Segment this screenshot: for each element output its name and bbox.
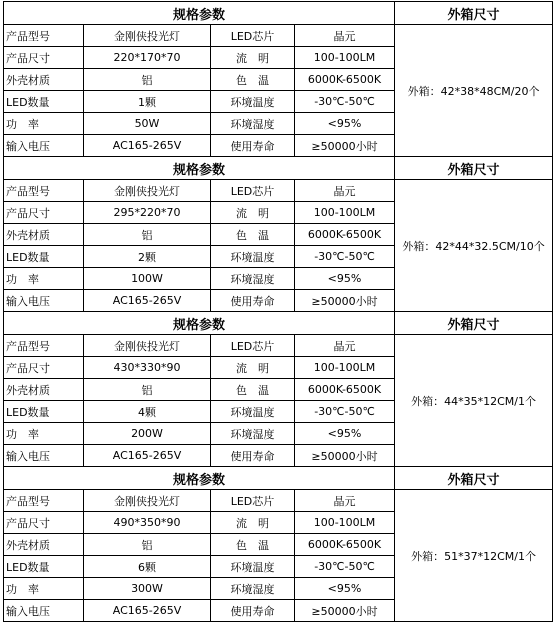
param-value: 100-100LM — [295, 47, 395, 69]
param-value: 100-100LM — [295, 512, 395, 534]
param-value: 晶元 — [295, 180, 395, 202]
param-value: 2颗 — [84, 246, 211, 268]
param-value: 金刚侠投光灯 — [84, 335, 211, 357]
param-label: 外壳材质 — [4, 224, 84, 246]
spec-header: 规格参数 — [4, 157, 395, 180]
section-header-row — [4, 312, 553, 335]
param-label: 输入电压 — [4, 445, 84, 467]
param-label: 流 明 — [211, 47, 295, 69]
param-label: 使用寿命 — [211, 600, 295, 622]
param-label: LED芯片 — [211, 335, 295, 357]
param-value: 100W — [84, 268, 211, 290]
param-label: 使用寿命 — [211, 290, 295, 312]
param-label: 功 率 — [4, 578, 84, 600]
param-value: 金刚侠投光灯 — [84, 490, 211, 512]
param-label: 产品尺寸 — [4, 357, 84, 379]
param-label: 功 率 — [4, 423, 84, 445]
box-size: 外箱：51*37*12CM/1个 — [395, 490, 553, 622]
param-label: 产品尺寸 — [4, 202, 84, 224]
param-label: LED芯片 — [211, 25, 295, 47]
param-value: ≥50000小时 — [295, 135, 395, 157]
table-row — [4, 180, 553, 202]
param-value: 4颗 — [84, 401, 211, 423]
param-value: 晶元 — [295, 25, 395, 47]
param-label: 色 温 — [211, 534, 295, 556]
param-value: <95% — [295, 113, 395, 135]
param-value: 晶元 — [295, 335, 395, 357]
param-label: 外壳材质 — [4, 534, 84, 556]
param-label: LED数量 — [4, 246, 84, 268]
param-value: -30℃-50℃ — [295, 246, 395, 268]
param-label: LED芯片 — [211, 490, 295, 512]
param-value: 6000K-6500K — [295, 69, 395, 91]
box-size: 外箱：44*35*12CM/1个 — [395, 335, 553, 467]
param-label: 产品型号 — [4, 25, 84, 47]
param-value: <95% — [295, 423, 395, 445]
param-label: 流 明 — [211, 512, 295, 534]
spec-header: 规格参数 — [4, 467, 395, 490]
param-value: 金刚侠投光灯 — [84, 180, 211, 202]
param-value: 铝 — [84, 69, 211, 91]
param-value: ≥50000小时 — [295, 600, 395, 622]
param-label: 产品尺寸 — [4, 512, 84, 534]
box-header: 外箱尺寸 — [395, 2, 553, 25]
param-label: 输入电压 — [4, 135, 84, 157]
param-label: 色 温 — [211, 379, 295, 401]
param-label: 产品型号 — [4, 335, 84, 357]
section-header-row — [4, 2, 553, 25]
param-label: 使用寿命 — [211, 135, 295, 157]
param-value: 100-100LM — [295, 202, 395, 224]
param-label: 产品尺寸 — [4, 47, 84, 69]
param-value: 50W — [84, 113, 211, 135]
param-label: 功 率 — [4, 268, 84, 290]
param-value: 100-100LM — [295, 357, 395, 379]
param-value: ≥50000小时 — [295, 290, 395, 312]
box-size: 外箱：42*38*48CM/20个 — [395, 25, 553, 157]
param-label: 外壳材质 — [4, 379, 84, 401]
param-value: ≥50000小时 — [295, 445, 395, 467]
param-value: 金刚侠投光灯 — [84, 25, 211, 47]
param-label: 环境湿度 — [211, 268, 295, 290]
box-header: 外箱尺寸 — [395, 312, 553, 335]
param-value: 295*220*70 — [84, 202, 211, 224]
param-label: 环境湿度 — [211, 113, 295, 135]
param-label: 环境温度 — [211, 246, 295, 268]
param-label: LED芯片 — [211, 180, 295, 202]
box-header: 外箱尺寸 — [395, 467, 553, 490]
param-label: 环境温度 — [211, 556, 295, 578]
section-header-row — [4, 157, 553, 180]
param-label: LED数量 — [4, 401, 84, 423]
param-value: 1颗 — [84, 91, 211, 113]
param-value: 铝 — [84, 379, 211, 401]
spec-table — [3, 1, 553, 622]
param-value: -30℃-50℃ — [295, 401, 395, 423]
section-header-row — [4, 467, 553, 490]
param-label: 流 明 — [211, 357, 295, 379]
param-label: 功 率 — [4, 113, 84, 135]
param-label: 环境湿度 — [211, 423, 295, 445]
table-row — [4, 25, 553, 47]
param-value: -30℃-50℃ — [295, 91, 395, 113]
param-value: 490*350*90 — [84, 512, 211, 534]
param-label: 产品型号 — [4, 490, 84, 512]
param-value: 300W — [84, 578, 211, 600]
box-header: 外箱尺寸 — [395, 157, 553, 180]
spec-header: 规格参数 — [4, 312, 395, 335]
param-value: 铝 — [84, 534, 211, 556]
param-label: 环境湿度 — [211, 578, 295, 600]
param-value: -30℃-50℃ — [295, 556, 395, 578]
param-label: LED数量 — [4, 556, 84, 578]
param-value: 铝 — [84, 224, 211, 246]
param-value: AC165-265V — [84, 135, 211, 157]
param-label: 流 明 — [211, 202, 295, 224]
param-label: LED数量 — [4, 91, 84, 113]
param-value: 6000K-6500K — [295, 224, 395, 246]
param-label: 外壳材质 — [4, 69, 84, 91]
param-value: AC165-265V — [84, 290, 211, 312]
param-value: <95% — [295, 268, 395, 290]
param-value: 220*170*70 — [84, 47, 211, 69]
box-size: 外箱：42*44*32.5CM/10个 — [395, 180, 553, 312]
param-label: 输入电压 — [4, 600, 84, 622]
param-value: 晶元 — [295, 490, 395, 512]
spec-header: 规格参数 — [4, 2, 395, 25]
param-value: AC165-265V — [84, 445, 211, 467]
param-label: 产品型号 — [4, 180, 84, 202]
param-value: 430*330*90 — [84, 357, 211, 379]
param-value: <95% — [295, 578, 395, 600]
param-label: 环境温度 — [211, 91, 295, 113]
param-value: 6颗 — [84, 556, 211, 578]
param-value: 200W — [84, 423, 211, 445]
param-label: 输入电压 — [4, 290, 84, 312]
param-label: 使用寿命 — [211, 445, 295, 467]
param-label: 色 温 — [211, 224, 295, 246]
table-row — [4, 335, 553, 357]
param-value: 6000K-6500K — [295, 379, 395, 401]
param-label: 环境温度 — [211, 401, 295, 423]
param-value: AC165-265V — [84, 600, 211, 622]
param-label: 色 温 — [211, 69, 295, 91]
param-value: 6000K-6500K — [295, 534, 395, 556]
table-row — [4, 490, 553, 512]
